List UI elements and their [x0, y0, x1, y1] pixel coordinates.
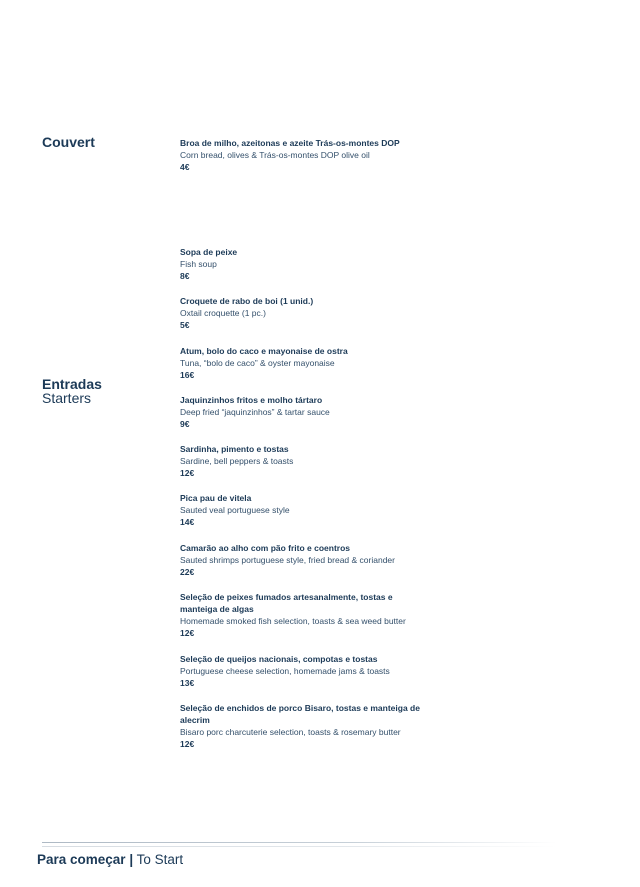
item-price: 16€ [180, 370, 195, 380]
item-description: Fish soup [180, 259, 217, 269]
item-price: 14€ [180, 517, 195, 527]
menu-item [180, 702, 420, 750]
footer-title: Para começar [37, 852, 126, 867]
item-name: Atum, bolo do caco e mayonaise de ostra [180, 346, 348, 356]
section-title-couvert: Couvert [42, 134, 95, 150]
item-name: Pica pau de vitela [180, 493, 252, 503]
footer-divider [42, 842, 557, 843]
item-price: 22€ [180, 567, 195, 577]
item-name: Seleção de queijos nacionais, compotas e tostas [180, 654, 378, 664]
item-price: 12€ [180, 739, 195, 749]
item-name: Jaquinzinhos fritos e molho tártaro [180, 395, 323, 405]
item-description: Corn bread, olives & Trás-os-montes DOP olive oil [180, 150, 370, 160]
menu-item [180, 394, 440, 430]
footer-separator: | [129, 852, 134, 867]
item-description: Portuguese cheese selection, homemade jams & toasts [180, 666, 390, 676]
item-description: Sardine, bell peppers & toasts [180, 456, 294, 466]
item-name: Sardinha, pimento e tostas [180, 444, 289, 454]
menu-item [180, 591, 430, 639]
item-price: 12€ [180, 628, 195, 638]
item-name: Broa de milho, azeitonas e azeite Trás-os-montes DOP [180, 138, 400, 148]
item-price: 5€ [180, 320, 190, 330]
item-name: Seleção de enchidos de porco Bisaro, tostas e manteiga de alecrim [180, 703, 420, 725]
item-name: Croquete de rabo de boi (1 unid.) [180, 296, 314, 306]
item-price: 12€ [180, 468, 195, 478]
item-description: Tuna, “bolo de caco” & oyster mayonaise [180, 358, 335, 368]
item-description: Deep fried “jaquinzinhos” & tartar sauce [180, 407, 330, 417]
item-description: Sauted veal portuguese style [180, 505, 290, 515]
item-description: Homemade smoked fish selection, toasts & sea weed butter [180, 616, 406, 626]
menu-item [180, 492, 440, 528]
item-description: Oxtail croquette (1 pc.) [180, 308, 266, 318]
section-title-entradas: Entradas [42, 376, 102, 392]
item-name: Sopa de peixe [180, 247, 238, 257]
item-name: Camarão ao alho com pão frito e coentros [180, 543, 351, 553]
item-price: 9€ [180, 419, 190, 429]
menu-item [180, 542, 440, 578]
item-description: Bisaro porc charcuterie selection, toasts & rosemary butter [180, 727, 401, 737]
footer-subtitle: To Start [136, 852, 184, 867]
item-name: Seleção de peixes fumados artesanalmente, tostas e manteiga de algas [180, 592, 393, 614]
menu-item [180, 653, 440, 689]
menu-item [180, 345, 440, 381]
item-price: 13€ [180, 678, 195, 688]
item-price: 4€ [180, 162, 190, 172]
menu-item [180, 295, 440, 331]
item-description: Sauted shrimps portuguese style, fried bread & coriander [180, 555, 395, 565]
page-footer [37, 852, 183, 867]
section-subtitle-starters: Starters [42, 390, 92, 406]
menu-item [180, 443, 440, 479]
footer-divider-secondary [42, 846, 557, 847]
menu-item [180, 137, 440, 173]
item-price: 8€ [180, 271, 190, 281]
menu-item [180, 246, 440, 282]
